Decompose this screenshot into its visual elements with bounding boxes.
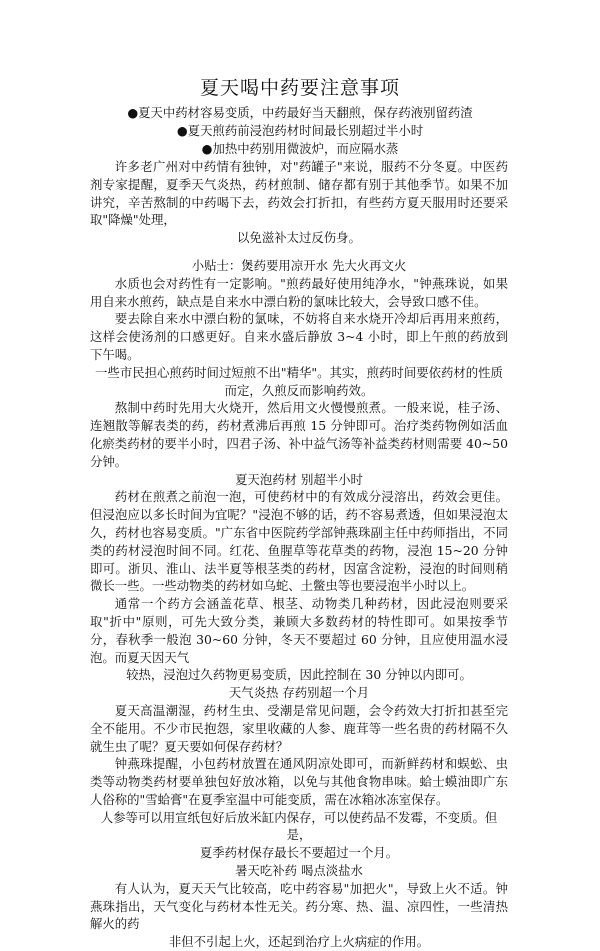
summary-bullet: ●加热中药别用微波炉，而应隔水蒸 <box>201 141 399 156</box>
paragraph: 非但不引起上火，还起到治疗上火病症的作用。 <box>168 934 430 950</box>
section-gap <box>90 247 508 257</box>
paragraph: 夏天高温潮湿，药材生虫、受潮是常见问题，会令药效大打折扣甚至完全不能用。不少市民抱怨，家里收藏的人参、鹿茸等一些名贵的药材隔不久就生虫了呢？夏天要如何保存药材？ <box>90 702 508 754</box>
section-heading-soaking: 夏天泡药材 别超半小时 <box>235 471 363 487</box>
section-heading-decoction: 小贴士：煲药要用凉开水 先大火再文火 <box>191 257 407 273</box>
paragraph: 夏季药材保存最长不要超过一个月。 <box>199 845 399 861</box>
document-title: 夏天喝中药要注意事项 <box>199 77 400 99</box>
paragraph: 一些市民担心煎药时间过短煎不出"精华"。其实，煎药时间要依药材的性质 <box>95 364 503 380</box>
paragraph: 有人认为，夏天天气比较高，吃中药容易"加把火"，导致上火不适。钟燕珠指出，天气变化与药材本性无关。药分寒、热、温、凉四性，一些清热解火的药 <box>90 880 508 932</box>
intro-paragraph: 许多老广州对中药情有独钟，对"药罐子"来说，服药不分冬夏。中医药剂专家提醒，夏季天气炎热，药材煎制、储存都有别于其他季节。如果不加讲究，辛苦熬制的中药喝下去，药效会打折扣，有些药方夏天服用时还要采取"降燥"处理， <box>90 159 508 228</box>
paragraph: 药材在煎煮之前泡一泡，可使药材中的有效成分浸溶出，药效会更佳。但浸泡应以多长时间为宜呢？"浸泡不够的话，药不容易煮透，但如果浸泡太久，药材也容易变质。"广东省中医院药学部钟燕珠副主任中药师指出，不同类的药材浸泡时间不同。红花、鱼腥草等花草类的药物，浸泡 15~20 分钟即可。浙贝、淮山、法半夏等根茎类的药材，因富含淀粉，浸泡的时间则稍微长一些。一些动物类的药材如乌蛇、土鳖虫等也要浸泡半小时以上。 <box>90 489 508 594</box>
section-heading-tonic: 暑天吃补药 喝点淡盐水 <box>235 863 363 879</box>
paragraph: 熬制中药时先用大火烧开，然后用文火慢慢煎煮。一般来说，桂子汤、连翘散等解表类的药，药材煮沸后再煎 15 分钟即可。治疗类药物例如活血化瘀类药材的要半小时，四君子汤、补中益气汤等补益类药材则需要 40~50 分钟。 <box>90 400 508 469</box>
paragraph: 钟燕珠提醒，小包药材放置在通风阴凉处即可，而新鲜药材和蜈蚣、虫类等动物类药材要单独包好放冰箱，以免与其他食物串味。蛤士蟆油即广东人俗称的"雪蛤膏"在夏季室温中可能变质，需在冰箱冰冻室保存。 <box>90 756 508 807</box>
paragraph: 水质也会对药性有一定影响。"煎药最好使用纯净水，"钟燕珠说，如果用自来水煎药，缺点是自来水中漂白粉的氯味比较大，会导致口感不佳。 <box>90 275 508 309</box>
paragraph: 较热，浸泡过久药物更易变质，因此控制在 30 分钟以内即可。 <box>126 667 472 683</box>
paragraph: 人参等可以用宣纸包好后放米缸内保存，可以使药品不发霉，不变质。但是， <box>100 809 498 843</box>
paragraph: 要去除自来水中漂白粉的氯味，不妨将自来水烧开冷却后再用来煎药，这样会使汤剂的口感更好。自来水盛后静放 3~4 小时，即上午煎的药放到下午喝。 <box>90 311 508 362</box>
paragraph: 通常一个药方会涵盖花草、根茎、动物类几种药材，因此浸泡则要采取"折中"原则，可先大致分类，兼顾大多数药材的特性即可。如果按季节分，春秋季一般泡 30~60 分钟，冬天不要超过 60 分钟，且应使用温水浸泡。而夏天因天气 <box>90 596 508 665</box>
article-body <box>90 158 508 951</box>
summary-bullets <box>90 104 510 158</box>
summary-bullet: ●夏天煎药前浸泡药材时间最长别超过半小时 <box>176 123 424 138</box>
paragraph: 而定，久煎反而影响药效。 <box>224 382 374 398</box>
section-heading-storage: 天气炎热 存药别超一个月 <box>228 685 370 701</box>
intro-paragraph-end: 以免滋补太过反伤身。 <box>237 230 361 246</box>
summary-bullet: ●夏天中药材容易变质，中药最好当天翻煎，保存药液别留药渣 <box>127 105 473 120</box>
